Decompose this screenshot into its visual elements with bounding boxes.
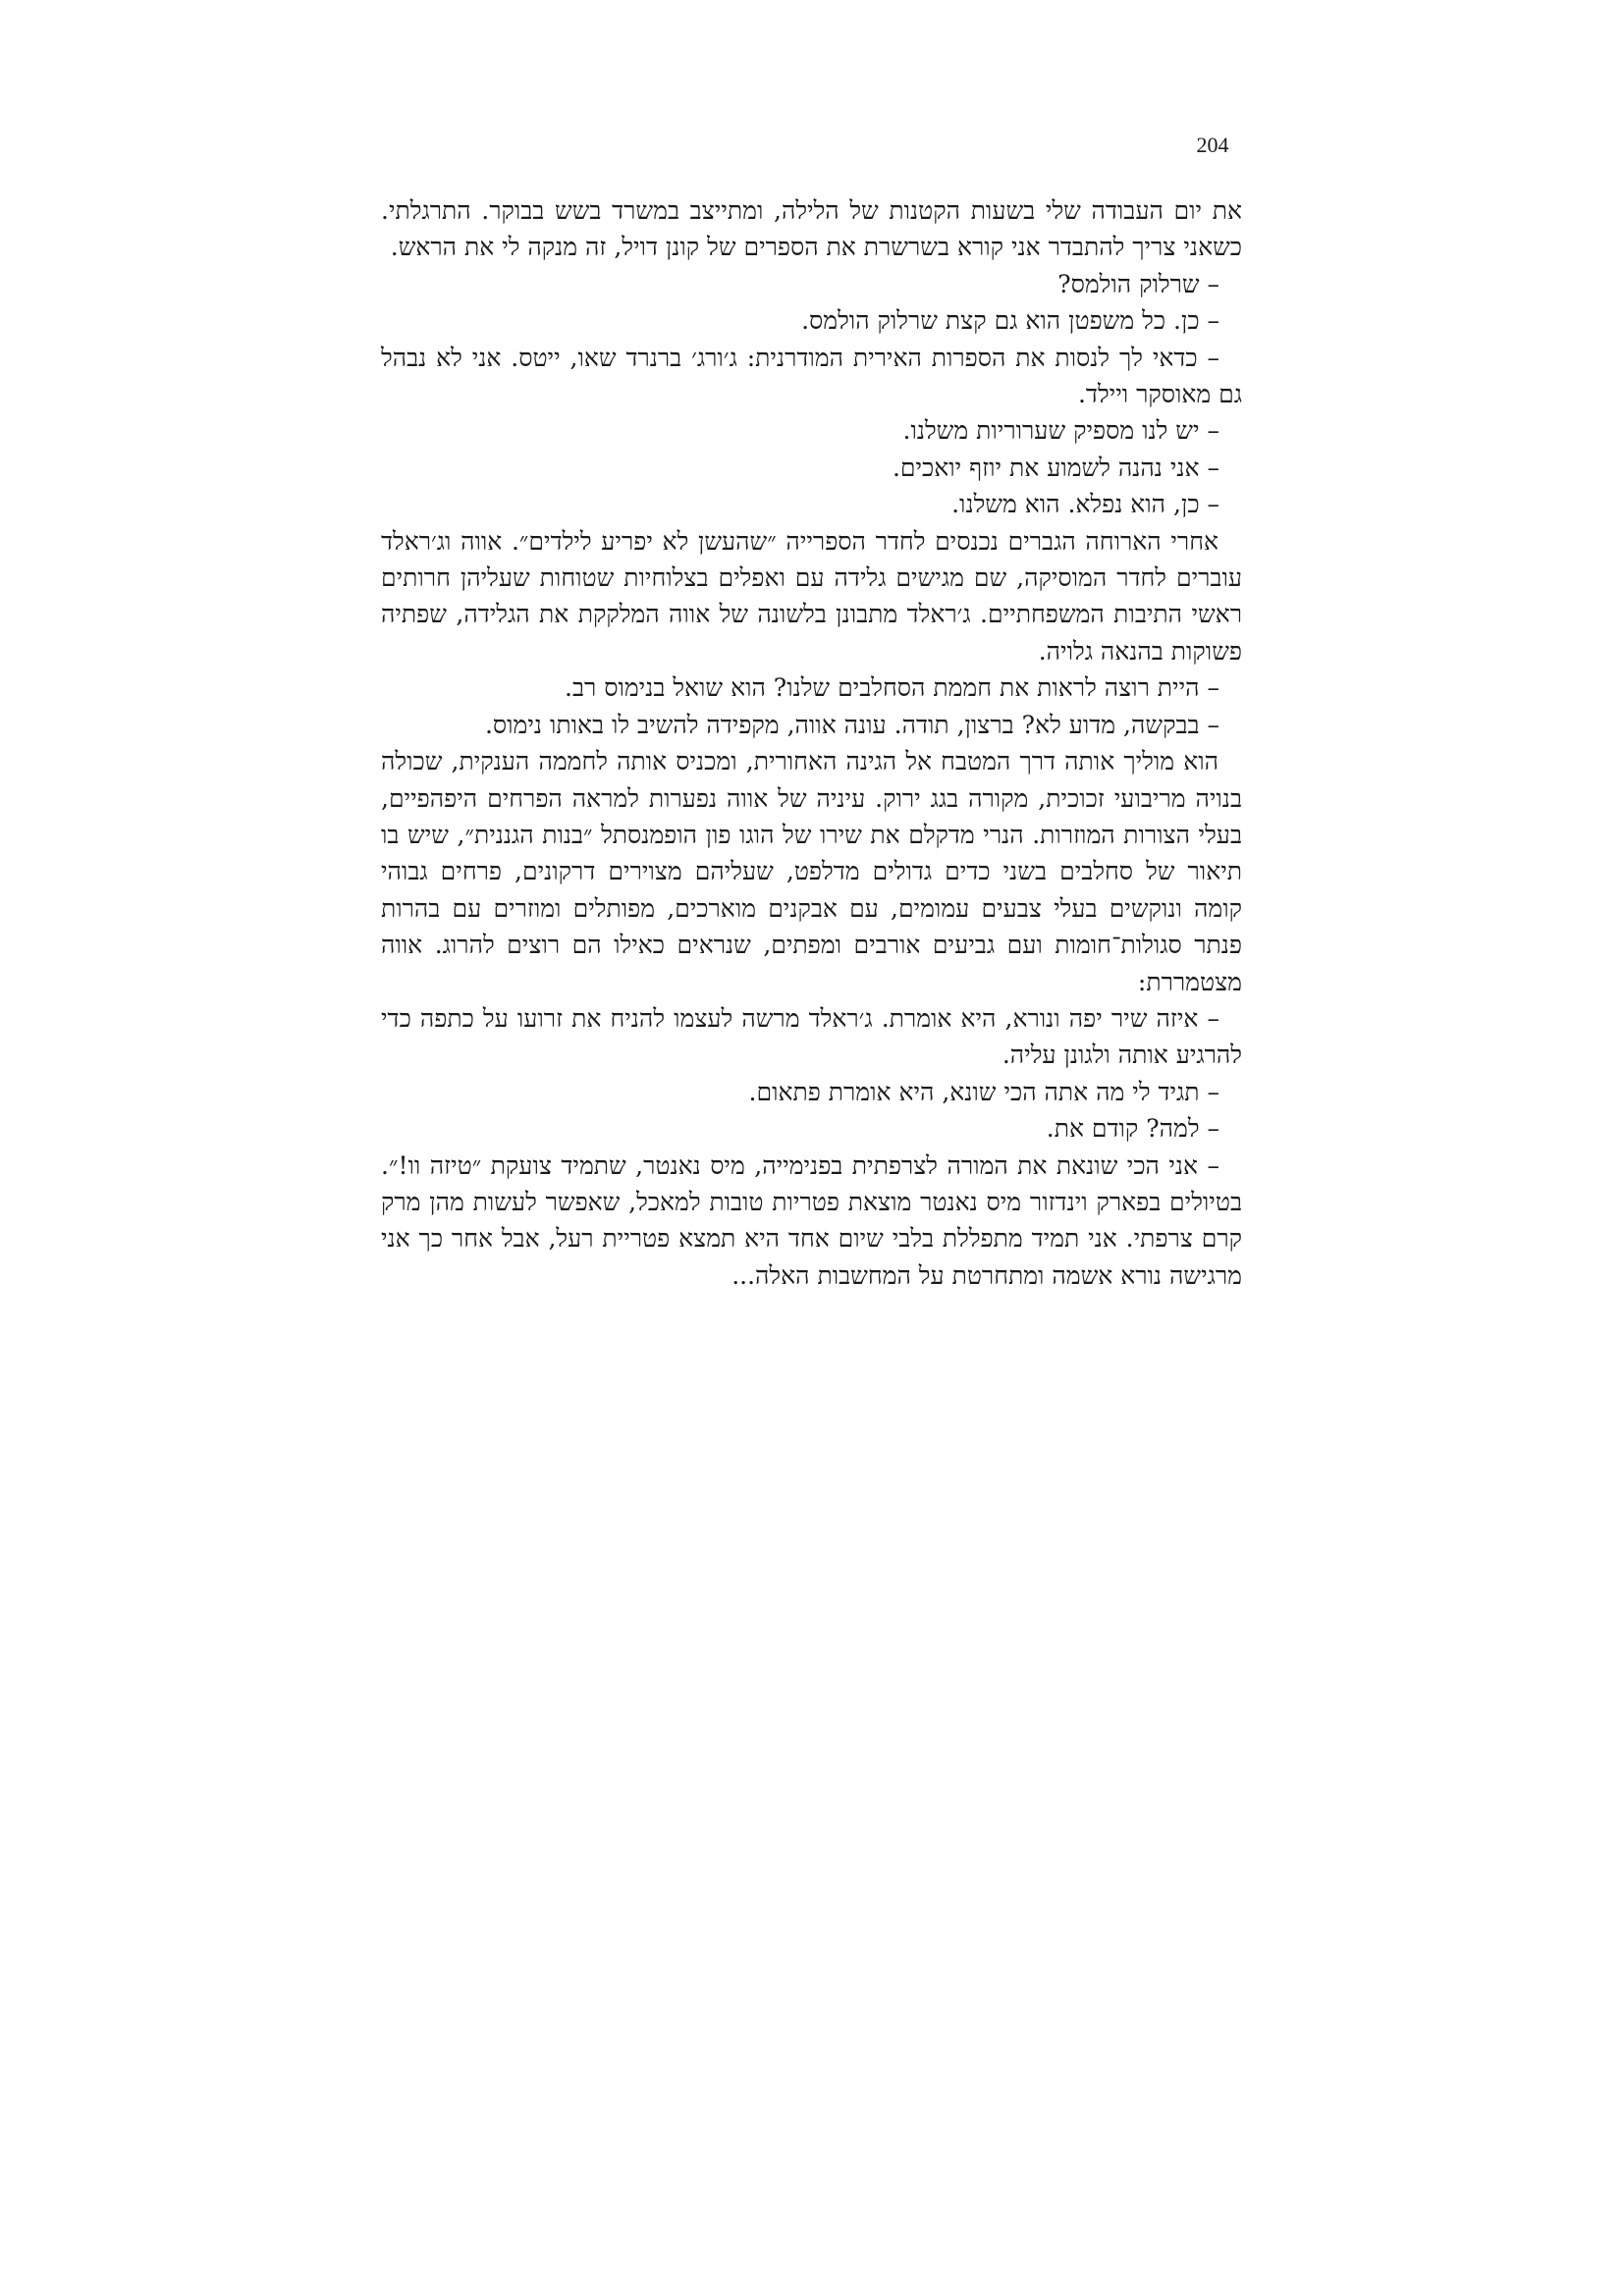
dialogue-line: – תגיד לי מה אתה הכי שונא, היא אומרת פתאום. xyxy=(748,1077,1219,1106)
dialogue-line: – יש לנו מספיק שערוריות משלנו. xyxy=(902,416,1219,446)
dialogue-line: – בבקשה, מדוע לא? ברצון, תודה. עונה אווה, מקפידה להשיב לו באותו נימוס. xyxy=(484,710,1219,739)
dialogue-line: – שרלוק הולמס? xyxy=(1057,269,1219,298)
paragraph-continuation: את יום העבודה שלי בשעות הקטנות של הלילה, ומתייצב במשרד בשש בבוקר. התרגלתי. כשאני צריך להתבדר אני קורא בשרשרת את הספרים של קונן דויל, זה מנקה לי את הראש. xyxy=(381,196,1242,262)
dialogue-line: – למה? קודם את. xyxy=(1046,1114,1219,1144)
dialogue-line: – כן, הוא נפלא. הוא משלנו. xyxy=(951,490,1219,519)
dialogue-line: – כדאי לך לנסות את הספרות האירית המודרנית: ג׳ורג׳ ברנרד שאו, ייטס. אני לא נבהל גם מאוסקר ויילד. xyxy=(381,343,1242,409)
dialogue-line: – כן. כל משפטן הוא גם קצת שרלוק הולמס. xyxy=(801,306,1219,336)
body-text xyxy=(381,192,1242,1294)
dialogue-line: – היית רוצה לראות את חממת הסחלבים שלנו? הוא שואל בנימוס רב. xyxy=(565,673,1219,703)
dialogue-line: – אני נהנה לשמוע את יוזף יואכים. xyxy=(892,453,1219,482)
page-number: 204 xyxy=(1196,133,1229,157)
narrative-paragraph: הוא מוליך אותה דרך המטבח אל הגינה האחורית, ומכניס אותה לחממה הענקית, שכולה בנויה מריבועי זכוכית, מקורה בגג ירוק. עיניה של אווה נפערות למראה הפרחים היפהפיים, בעלי הצורות המוזרות. הנרי מדקלם את שירו של הוגו פון הופמנסתל ״בנות הגננית״, שיש בו תיאור של סחלבים בשני כדים גדולים מדלפט, שעליהם מצוירים דרקונים, פרחים גבוהי קומה ונוקשים בעלי צבעים עמומים, עם אבקנים מוארכים, מפותלים ומוזרים עם בהרות פנתר סגולות־חומות ועם גביעים אורבים ומפתים, שנראים כאילו הם רוצים להרוג. אווה מצטמררת: xyxy=(381,747,1242,996)
narrative-paragraph: אחרי הארוחה הגברים נכנסים לחדר הספרייה ״שהעשן לא יפריע לילדים״. אווה וג׳ראלד עוברים לחדר המוסיקה, שם מגישים גלידה עם ואפלים בצלוחיות שטוחות שעליהן חרותים ראשי התיבות המשפחתיים. ג׳ראלד מתבונן בלשונה של אווה המלקקת את הגלידה, שפתיה פשוקות בהנאה גלויה. xyxy=(381,526,1242,666)
dialogue-line: – אני הכי שונאת את המורה לצרפתית בפנימייה, מיס נאנטר, שתמיד צועקת ״טיזה וו!״. בטיולים בפארק וינדזור מיס נאנטר מוצאת פטריות טובות למאכל, שאפשר לעשות מהן מרק קרם צרפתי. אני תמיד מתפללת בלבי שיום אחד היא תמצא פטריית רעל, אבל אחר כך אני מרגישה נורא אשמה ומתחרטת על המחשבות האלה... xyxy=(381,1150,1242,1290)
dialogue-line: – איזה שיר יפה ונורא, היא אומרת. ג׳ראלד מרשה לעצמו להניח את זרועו על כתפה כדי להרגיע אותה ולגונן עליה. xyxy=(381,1003,1242,1070)
